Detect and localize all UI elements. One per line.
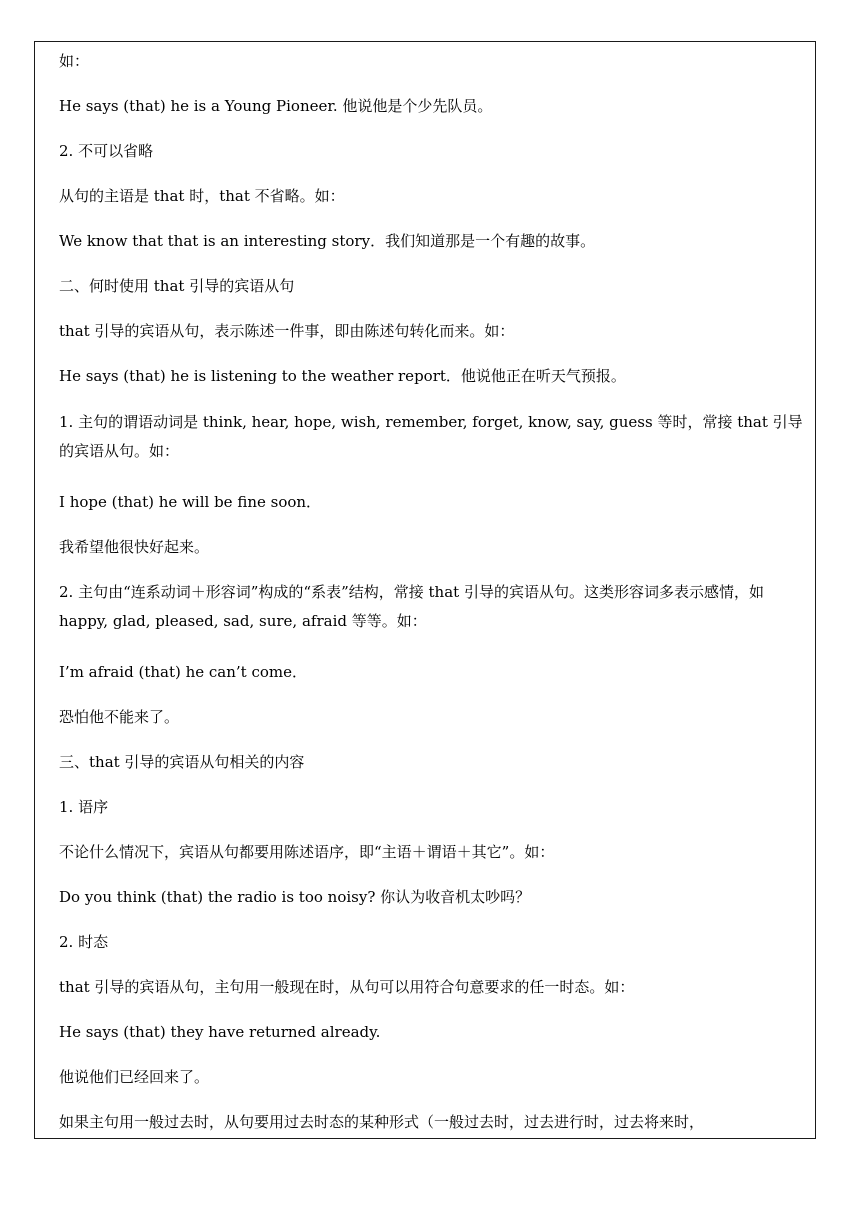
section-heading: 二、何时使用 that 引导的宾语从句 [59, 277, 295, 295]
text-line: 如果主句用一般过去时，从句要用过去时态的某种形式（一般过去时，过去进行时，过去将来时， [59, 1113, 705, 1131]
section-heading: 三、that 引导的宾语从句相关的内容 [59, 753, 305, 771]
paragraph: 2. 主句由“连系动词＋形容词”构成的“系表”结构，常接 that 引导的宾语从句。这类形容词多表示感情，如 happy, glad, pleased, sad, sure, afraid 等等。如： [59, 583, 764, 630]
translation: 他说他们已经回来了。 [59, 1068, 210, 1086]
example-sentence: He says (that) they have returned already. [59, 1023, 381, 1041]
document-frame [34, 41, 816, 1139]
example-sentence: I hope (that) he will be fine soon． [59, 493, 322, 511]
example-sentence: Do you think (that) the radio is too noisy? 你认为收音机太吵吗？ [59, 888, 531, 906]
text-line: 从句的主语是 that 时，that 不省略。如： [59, 187, 345, 205]
subheading: 2. 不可以省略 [59, 142, 154, 160]
text-line: that 引导的宾语从句，主句用一般现在时，从句可以用符合句意要求的任一时态。如： [59, 978, 635, 996]
paragraph: 1. 主句的谓语动词是 think, hear, hope, wish, remember, forget, know, say, guess 等时，常接 that 引导的宾语从句。如： [59, 413, 803, 460]
text-line: that 引导的宾语从句，表示陈述一件事，即由陈述句转化而来。如： [59, 322, 515, 340]
example-sentence: He says (that) he is listening to the weather report．他说他正在听天气预报。 [59, 367, 626, 385]
example-sentence: We know that that is an interesting story．我们知道那是一个有趣的故事。 [59, 232, 596, 250]
translation: 恐怕他不能来了。 [59, 708, 180, 726]
subheading: 2. 时态 [59, 933, 109, 951]
example-sentence: I’m afraid (that) he can’t come． [59, 663, 307, 681]
subheading: 1. 语序 [59, 798, 109, 816]
translation: 我希望他很快好起来。 [59, 538, 210, 556]
text-line: 不论什么情况下，宾语从句都要用陈述语序，即“主语＋谓语＋其它”。如： [59, 843, 555, 861]
example-sentence: He says (that) he is a Young Pioneer. 他说他是个少先队员。 [59, 97, 493, 115]
text-line: 如： [59, 52, 90, 70]
